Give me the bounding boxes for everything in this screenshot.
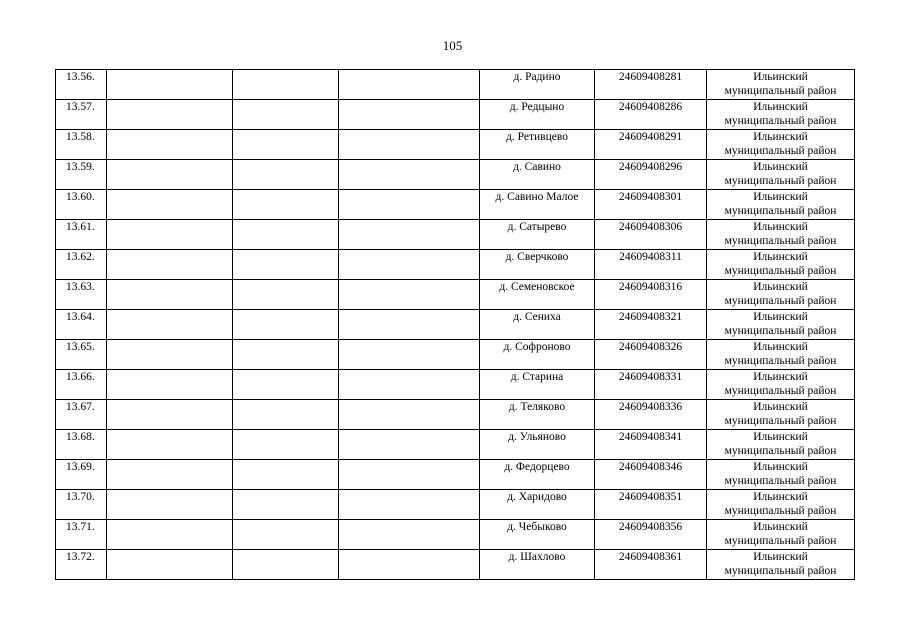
row-number-cell: 13.58.	[56, 130, 107, 160]
empty-cell	[107, 430, 233, 460]
district-line-2: муниципальный район	[724, 565, 837, 577]
empty-cell	[233, 160, 339, 190]
empty-cell	[107, 250, 233, 280]
district-line-1: Ильинский	[753, 551, 808, 563]
empty-cell	[233, 130, 339, 160]
district-line-1: Ильинский	[753, 101, 808, 113]
oktmo-code-cell: 24609408361	[595, 550, 707, 580]
district-line-1: Ильинский	[753, 491, 808, 503]
district-line-2: муниципальный район	[724, 505, 837, 517]
empty-cell	[233, 430, 339, 460]
oktmo-code-cell: 24609408356	[595, 520, 707, 550]
empty-cell	[339, 280, 480, 310]
district-line-2: муниципальный район	[724, 265, 837, 277]
empty-cell	[233, 70, 339, 100]
district-cell	[707, 130, 855, 160]
district-line-2: муниципальный район	[724, 145, 837, 157]
district-line-1: Ильинский	[753, 401, 808, 413]
empty-cell	[339, 250, 480, 280]
table-body	[56, 70, 855, 580]
district-line-1: Ильинский	[753, 461, 808, 473]
empty-cell	[233, 220, 339, 250]
district-line-2: муниципальный район	[724, 475, 837, 487]
empty-cell	[233, 310, 339, 340]
empty-cell	[107, 340, 233, 370]
district-line-2: муниципальный район	[724, 385, 837, 397]
district-cell	[707, 280, 855, 310]
oktmo-code-cell: 24609408341	[595, 430, 707, 460]
table-row	[56, 550, 855, 580]
table-row	[56, 250, 855, 280]
oktmo-code-cell: 24609408346	[595, 460, 707, 490]
empty-cell	[233, 490, 339, 520]
district-line-1: Ильинский	[753, 131, 808, 143]
empty-cell	[107, 100, 233, 130]
table-row	[56, 220, 855, 250]
district-cell	[707, 460, 855, 490]
empty-cell	[107, 280, 233, 310]
locality-cell: д. Харидово	[480, 490, 595, 520]
empty-cell	[339, 160, 480, 190]
district-cell	[707, 220, 855, 250]
row-number-cell: 13.57.	[56, 100, 107, 130]
row-number-cell: 13.62.	[56, 250, 107, 280]
district-line-1: Ильинский	[753, 521, 808, 533]
row-number-cell: 13.71.	[56, 520, 107, 550]
empty-cell	[339, 400, 480, 430]
locality-cell: д. Ульяново	[480, 430, 595, 460]
district-line-2: муниципальный район	[724, 325, 837, 337]
empty-cell	[339, 130, 480, 160]
empty-cell	[339, 550, 480, 580]
empty-cell	[233, 340, 339, 370]
empty-cell	[107, 520, 233, 550]
district-cell	[707, 250, 855, 280]
locality-cell: д. Чебыково	[480, 520, 595, 550]
locality-cell: д. Теляково	[480, 400, 595, 430]
empty-cell	[107, 460, 233, 490]
table-row	[56, 370, 855, 400]
empty-cell	[339, 340, 480, 370]
oktmo-code-cell: 24609408331	[595, 370, 707, 400]
locality-cell: д. Софроново	[480, 340, 595, 370]
empty-cell	[339, 460, 480, 490]
empty-cell	[107, 160, 233, 190]
oktmo-code-cell: 24609408281	[595, 70, 707, 100]
empty-cell	[339, 310, 480, 340]
row-number-cell: 13.66.	[56, 370, 107, 400]
oktmo-code-cell: 24609408321	[595, 310, 707, 340]
empty-cell	[107, 130, 233, 160]
empty-cell	[233, 520, 339, 550]
district-cell	[707, 370, 855, 400]
district-line-1: Ильинский	[753, 431, 808, 443]
district-line-2: муниципальный район	[724, 175, 837, 187]
empty-cell	[233, 250, 339, 280]
district-cell	[707, 490, 855, 520]
table-row	[56, 310, 855, 340]
district-line-1: Ильинский	[753, 221, 808, 233]
row-number-cell: 13.61.	[56, 220, 107, 250]
empty-cell	[339, 190, 480, 220]
district-line-1: Ильинский	[753, 161, 808, 173]
oktmo-code-cell: 24609408296	[595, 160, 707, 190]
district-line-2: муниципальный район	[724, 415, 837, 427]
locality-cell: д. Редцыно	[480, 100, 595, 130]
row-number-cell: 13.64.	[56, 310, 107, 340]
empty-cell	[233, 190, 339, 220]
table-row	[56, 280, 855, 310]
empty-cell	[233, 100, 339, 130]
empty-cell	[107, 310, 233, 340]
table-row	[56, 190, 855, 220]
row-number-cell: 13.59.	[56, 160, 107, 190]
district-line-1: Ильинский	[753, 311, 808, 323]
district-line-2: муниципальный район	[724, 295, 837, 307]
district-cell	[707, 310, 855, 340]
district-cell	[707, 400, 855, 430]
empty-cell	[107, 370, 233, 400]
empty-cell	[339, 70, 480, 100]
locality-cell: д. Радино	[480, 70, 595, 100]
oktmo-code-cell: 24609408286	[595, 100, 707, 130]
row-number-cell: 13.63.	[56, 280, 107, 310]
table-row	[56, 70, 855, 100]
empty-cell	[107, 220, 233, 250]
row-number-cell: 13.69.	[56, 460, 107, 490]
district-cell	[707, 340, 855, 370]
district-line-2: муниципальный район	[724, 85, 837, 97]
district-cell	[707, 550, 855, 580]
table-row	[56, 460, 855, 490]
district-line-2: муниципальный район	[724, 355, 837, 367]
table-row	[56, 490, 855, 520]
locality-cell: д. Семеновское	[480, 280, 595, 310]
empty-cell	[339, 490, 480, 520]
oktmo-code-cell: 24609408351	[595, 490, 707, 520]
district-line-1: Ильинский	[753, 371, 808, 383]
district-cell	[707, 190, 855, 220]
empty-cell	[339, 220, 480, 250]
empty-cell	[107, 490, 233, 520]
locality-cell: д. Савино	[480, 160, 595, 190]
table-row	[56, 400, 855, 430]
empty-cell	[339, 370, 480, 400]
table-row	[56, 340, 855, 370]
row-number-cell: 13.60.	[56, 190, 107, 220]
district-line-1: Ильинский	[753, 191, 808, 203]
locality-cell: д. Сатырево	[480, 220, 595, 250]
empty-cell	[339, 430, 480, 460]
locality-cell: д. Федорцево	[480, 460, 595, 490]
district-line-1: Ильинский	[753, 341, 808, 353]
table-row	[56, 100, 855, 130]
district-line-1: Ильинский	[753, 281, 808, 293]
oktmo-code-cell: 24609408301	[595, 190, 707, 220]
district-line-2: муниципальный район	[724, 205, 837, 217]
oktmo-code-cell: 24609408336	[595, 400, 707, 430]
locality-cell: д. Савино Малое	[480, 190, 595, 220]
row-number-cell: 13.72.	[56, 550, 107, 580]
table-row	[56, 160, 855, 190]
district-line-2: муниципальный район	[724, 535, 837, 547]
empty-cell	[233, 280, 339, 310]
district-line-2: муниципальный район	[724, 115, 837, 127]
district-line-1: Ильинский	[753, 71, 808, 83]
district-cell	[707, 520, 855, 550]
district-line-1: Ильинский	[753, 251, 808, 263]
row-number-cell: 13.67.	[56, 400, 107, 430]
oktmo-code-cell: 24609408306	[595, 220, 707, 250]
oktmo-code-cell: 24609408316	[595, 280, 707, 310]
row-number-cell: 13.68.	[56, 430, 107, 460]
empty-cell	[339, 100, 480, 130]
row-number-cell: 13.65.	[56, 340, 107, 370]
table-row	[56, 130, 855, 160]
locality-cell: д. Ретивцево	[480, 130, 595, 160]
empty-cell	[233, 460, 339, 490]
district-line-2: муниципальный район	[724, 445, 837, 457]
oktmo-code-cell: 24609408291	[595, 130, 707, 160]
oktmo-code-cell: 24609408311	[595, 250, 707, 280]
district-cell	[707, 430, 855, 460]
table-row	[56, 430, 855, 460]
row-number-cell: 13.70.	[56, 490, 107, 520]
district-line-2: муниципальный район	[724, 235, 837, 247]
empty-cell	[107, 550, 233, 580]
locality-cell: д. Сверчково	[480, 250, 595, 280]
empty-cell	[107, 70, 233, 100]
district-cell	[707, 70, 855, 100]
oktmo-code-cell: 24609408326	[595, 340, 707, 370]
district-cell	[707, 100, 855, 130]
row-number-cell: 13.56.	[56, 70, 107, 100]
locality-cell: д. Шахлово	[480, 550, 595, 580]
locality-cell: д. Сениха	[480, 310, 595, 340]
table-row	[56, 520, 855, 550]
empty-cell	[233, 550, 339, 580]
district-cell	[707, 160, 855, 190]
empty-cell	[233, 370, 339, 400]
empty-cell	[339, 520, 480, 550]
empty-cell	[107, 190, 233, 220]
locality-cell: д. Старина	[480, 370, 595, 400]
page-number: 105	[442, 38, 463, 53]
empty-cell	[233, 400, 339, 430]
empty-cell	[107, 400, 233, 430]
registry-table	[55, 69, 855, 580]
